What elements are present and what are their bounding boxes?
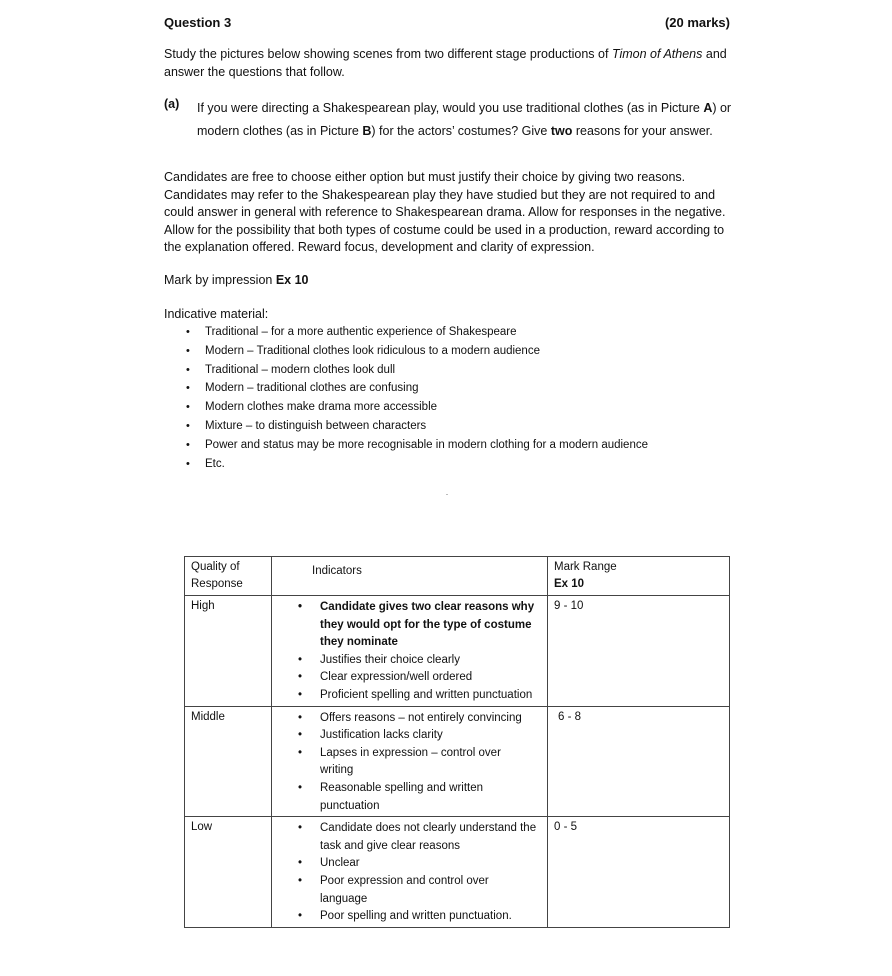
mark-text: Mark by impression xyxy=(164,273,276,287)
list-item: • Justification lacks clarity xyxy=(298,729,443,742)
mark-range-label: Mark Range xyxy=(554,561,617,573)
indicators-middle xyxy=(272,706,548,817)
part-a-label: (a) xyxy=(164,97,180,111)
quality-high: High xyxy=(185,596,272,707)
picture-a-label: A xyxy=(703,101,713,115)
part-a-text-1: If you were directing a Shakespearean play, would you use traditional clothes (as in Picture xyxy=(197,101,704,115)
list-item: • Proficient spelling and written punctuation xyxy=(298,688,533,701)
list-item: • Candidate gives two clear reasons why they would opt for the type of costume they nominate xyxy=(298,601,535,649)
intro-text: Study the pictures below showing scenes from two different stage productions of xyxy=(164,47,612,61)
bullet-icon: • xyxy=(186,326,190,338)
bullet-icon: • xyxy=(186,382,190,395)
picture-b-label: B xyxy=(362,124,372,138)
part-a-text-4: reasons for your answer. xyxy=(572,124,713,138)
quality-middle: Middle xyxy=(185,706,272,817)
scan-mark xyxy=(446,494,448,495)
part-a-text-2: ) or modern clothes (as in Picture xyxy=(197,101,732,138)
list-item: • Poor expression and control over language xyxy=(298,874,489,905)
bullet-icon: • xyxy=(186,457,190,470)
header-mark-range xyxy=(548,557,730,596)
list-item xyxy=(182,398,648,417)
mark-range-ex: Ex 10 xyxy=(554,578,585,590)
rubric-row-low xyxy=(185,817,730,928)
list-item xyxy=(182,342,648,361)
list-item xyxy=(182,417,648,436)
question-marks: (20 marks) xyxy=(664,15,730,30)
part-a-text-3: ) for the actors’ costumes? Give xyxy=(371,124,551,138)
quality-low: Low xyxy=(185,817,272,928)
bullet-icon: • xyxy=(186,344,190,357)
range-high: 9 - 10 xyxy=(548,596,730,707)
intro-text-end: and answer the questions that follow. xyxy=(164,47,727,79)
mark-ex: Ex 10 xyxy=(275,273,309,287)
list-item xyxy=(182,379,648,398)
bullet-icon: • xyxy=(186,363,190,376)
list-item: • Candidate does not clearly understand the task and give clear reasons xyxy=(298,822,537,852)
marking-guidance: Candidates are free to choose either option but must justify their choice by giving two reasons. Candidates may refer to the Shakespearean play they have studied but they are not required to and could answer in general with reference to Shakespearean drama. Allow for responses in the negative. Allow for the possibility that both types of costume could be used in a production, reward according to the explanation offered. Reward focus, development and clarity of expression. xyxy=(164,170,726,254)
list-item: • Clear expression/well ordered xyxy=(298,671,473,684)
rubric-row-middle xyxy=(185,706,730,817)
list-item-text: Mixture – to distinguish between characters xyxy=(205,419,427,432)
indicators-low xyxy=(272,817,548,928)
part-a-question xyxy=(197,97,732,143)
list-item-text: Power and status may be more recognisable in modern clothing for a modern audience xyxy=(205,438,648,451)
list-item xyxy=(182,323,648,342)
list-item-text: Etc. xyxy=(205,457,225,470)
list-item-text: Traditional – for a more authentic experience of Shakespeare xyxy=(205,326,517,338)
list-item-text: Traditional – modern clothes look dull xyxy=(205,363,396,376)
range-low: 0 - 5 xyxy=(548,817,730,928)
header-indicators: Indicators xyxy=(272,557,548,596)
bullet-icon: • xyxy=(186,401,190,414)
list-item-text: Modern – traditional clothes are confusing xyxy=(205,382,419,395)
bullet-icon: • xyxy=(186,438,190,451)
range-middle: 6 - 8 xyxy=(548,706,730,817)
list-item: • Unclear xyxy=(298,857,360,870)
emphasis-two: two xyxy=(550,124,573,138)
list-item xyxy=(182,455,648,474)
list-item: • Justifies their choice clearly xyxy=(298,653,460,666)
indicators-high xyxy=(272,596,548,707)
question-title: Question 3 xyxy=(164,15,232,30)
list-item-text: Modern clothes make drama more accessible xyxy=(205,401,438,414)
header-quality: Quality of Response xyxy=(185,557,272,596)
list-item: • Offers reasons – not entirely convincing xyxy=(298,711,522,724)
rubric-row-high xyxy=(185,596,730,707)
play-title: Timon of Athens xyxy=(611,47,703,61)
indicative-list xyxy=(182,323,648,473)
rubric-table xyxy=(184,556,730,928)
list-item: • Poor spelling and written punctuation. xyxy=(298,910,512,923)
list-item: • Lapses in expression – control over writing xyxy=(298,746,501,777)
bullet-icon: • xyxy=(186,419,190,432)
list-item: • Reasonable spelling and written punctuation xyxy=(298,781,484,812)
mark-by-impression xyxy=(164,272,734,290)
list-item xyxy=(182,436,648,455)
rubric-header-row xyxy=(185,557,730,596)
indicative-heading: Indicative material: xyxy=(164,307,269,321)
question-intro xyxy=(164,46,734,81)
list-item-text: Modern – Traditional clothes look ridiculous to a modern audience xyxy=(205,344,540,357)
list-item xyxy=(182,361,648,380)
